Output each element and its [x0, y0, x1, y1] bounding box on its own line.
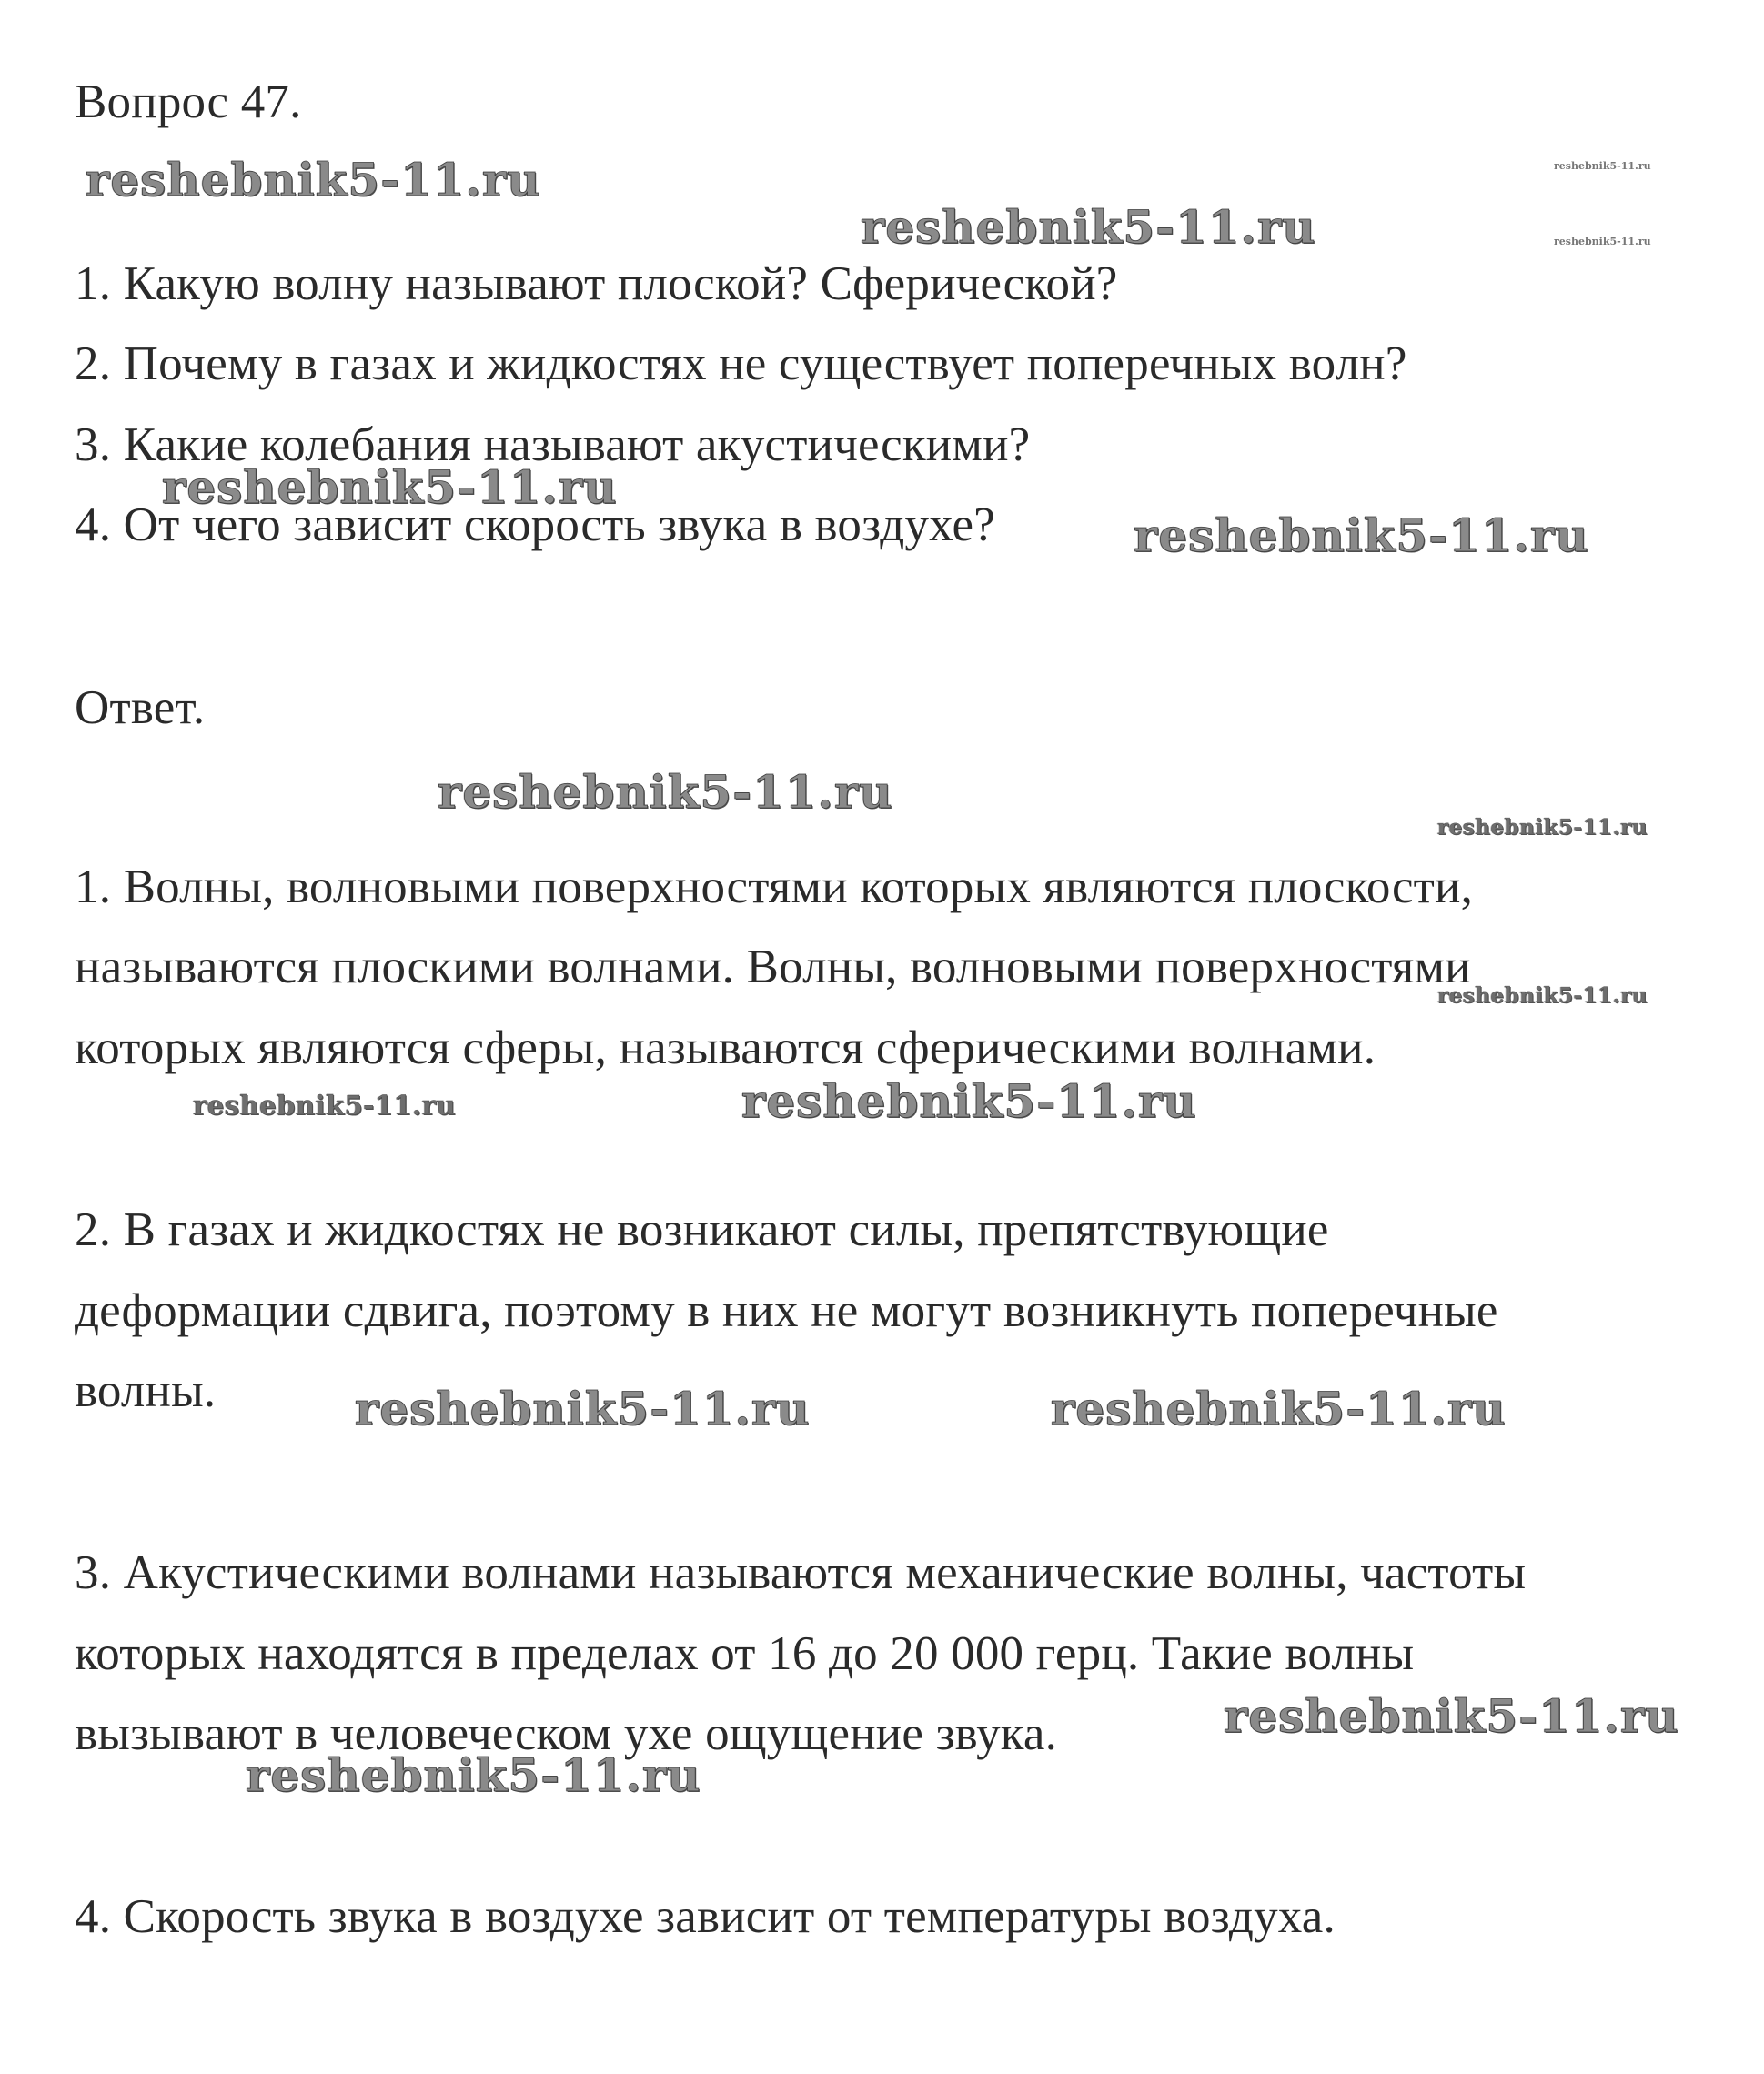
- watermark: reshebnik5-11.ru: [1224, 1689, 1679, 1743]
- answer-2-line-1: 2. В газах и жидкостях не возникают силы, препятствующие: [75, 1203, 1329, 1256]
- watermark: reshebnik5-11.ru: [193, 1090, 457, 1121]
- answer-label: Ответ.: [75, 681, 206, 734]
- answer-3-line-2: которых находятся в пределах от 16 до 20 000 герц. Такие волны: [75, 1627, 1415, 1680]
- answer-1-line-2: называются плоскими волнами. Волны, волновыми поверхностями: [75, 941, 1471, 993]
- watermark: reshebnik5-11.ru: [355, 1382, 811, 1435]
- watermark: reshebnik5-11.ru: [1051, 1382, 1507, 1435]
- watermark: reshebnik5-11.ru: [86, 153, 541, 206]
- answer-2-line-3: волны.: [75, 1364, 217, 1417]
- answer-2-line-2: деформации сдвига, поэтому в них не могут возникнуть поперечные: [75, 1284, 1498, 1337]
- answer-3-line-1: 3. Акустическими волнами называются механические волны, частоты: [75, 1546, 1527, 1599]
- watermark: reshebnik5-11.ru: [1554, 160, 1651, 172]
- question-2: 2. Почему в газах и жидкостях не существует поперечных волн?: [75, 337, 1407, 390]
- watermark: reshebnik5-11.ru: [1437, 815, 1648, 840]
- watermark: reshebnik5-11.ru: [162, 460, 618, 514]
- answer-4-line-1: 4. Скорость звука в воздухе зависит от температуры воздуха.: [75, 1890, 1336, 1943]
- answer-1-line-3: которых являются сферы, называются сферическими волнами.: [75, 1022, 1376, 1074]
- watermark: reshebnik5-11.ru: [1134, 508, 1589, 562]
- question-4: 4. От чего зависит скорость звука в воздухе?: [75, 498, 995, 551]
- watermark: reshebnik5-11.ru: [1554, 236, 1651, 247]
- question-title: Вопрос 47.: [75, 76, 302, 128]
- watermark: reshebnik5-11.ru: [246, 1748, 701, 1802]
- question-3: 3. Какие колебания называют акустическими?: [75, 418, 1031, 471]
- watermark: reshebnik5-11.ru: [438, 765, 893, 819]
- answer-3-line-3: вызывают в человеческом ухе ощущение звука.: [75, 1707, 1058, 1760]
- watermark: reshebnik5-11.ru: [861, 200, 1316, 254]
- question-1: 1. Какую волну называют плоской? Сферической?: [75, 257, 1118, 310]
- answer-1-line-1: 1. Волны, волновыми поверхностями которых являются плоскости,: [75, 861, 1474, 913]
- watermark: reshebnik5-11.ru: [741, 1074, 1197, 1128]
- watermark: reshebnik5-11.ru: [1437, 983, 1648, 1008]
